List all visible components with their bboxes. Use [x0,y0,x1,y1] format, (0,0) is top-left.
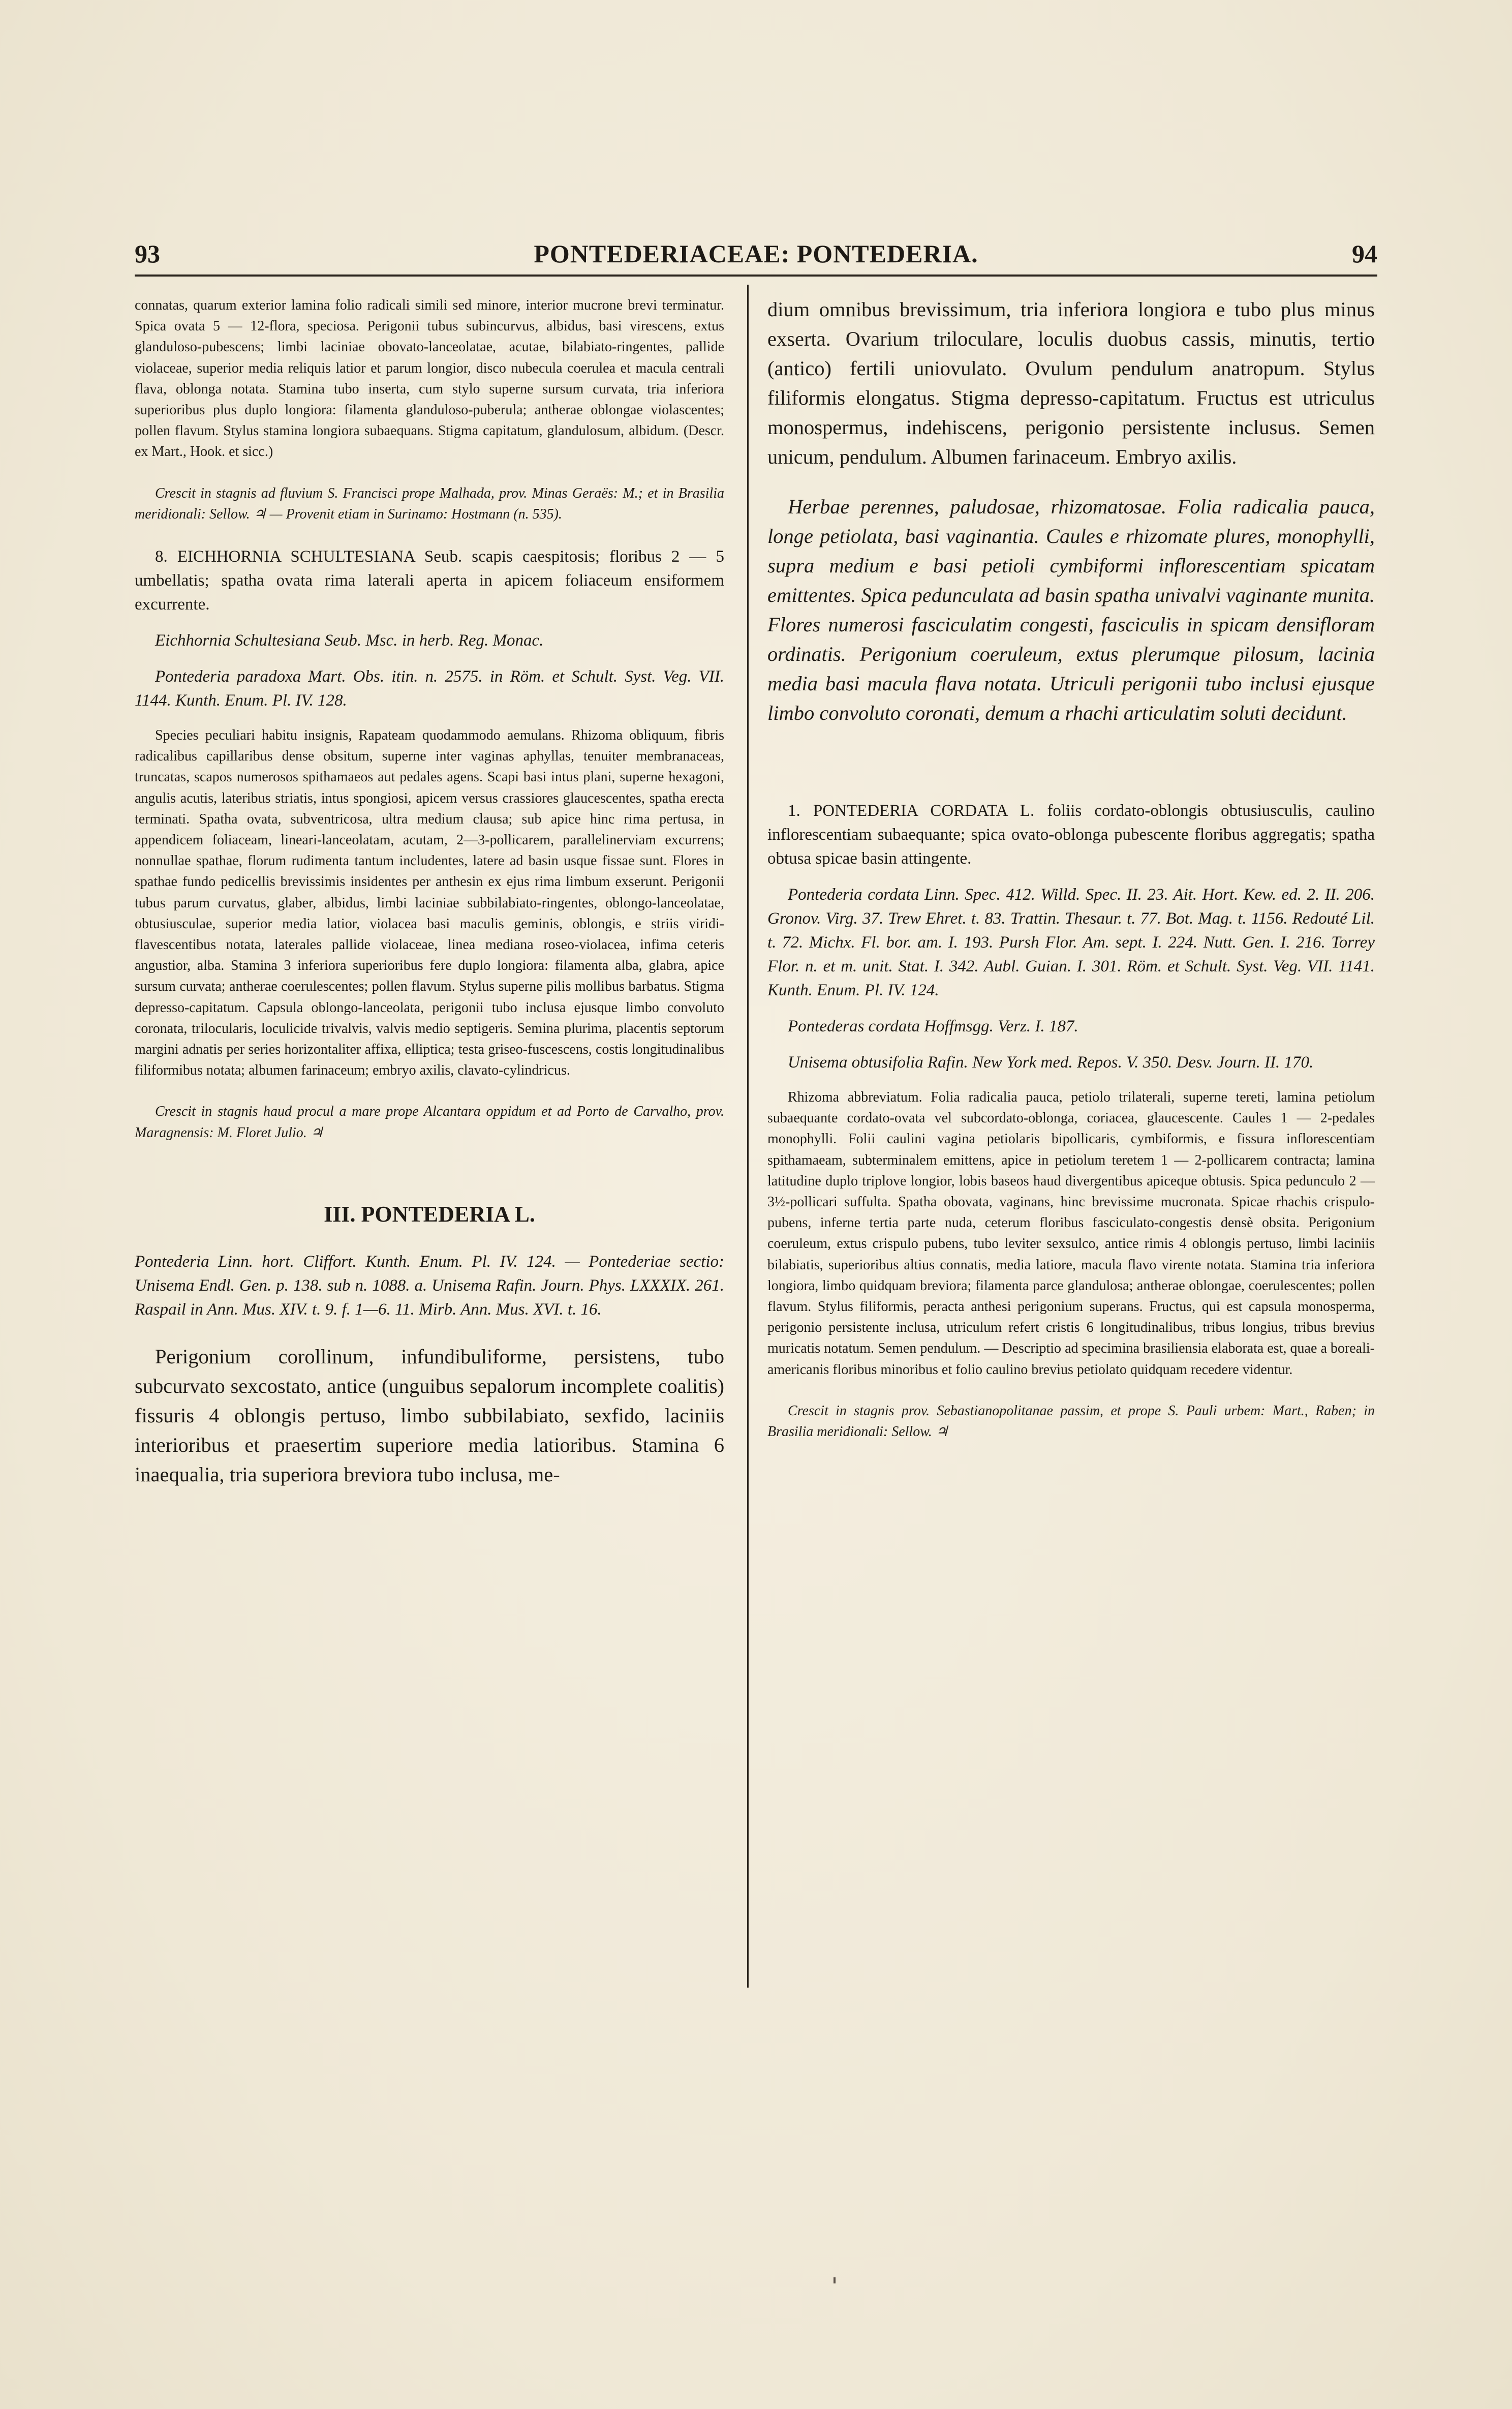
synonym: Pontederia paradoxa Mart. Obs. itin. n. 2575. in Röm. et Schult. Syst. Veg. VII. 1144. Kunth. Enum. Pl. IV. 128. [135,667,724,710]
synonym: Pontederas cordata Hoffmsgg. Verz. I. 187. [788,1017,1078,1035]
column-divider [747,285,749,1988]
species-entry [135,545,724,617]
left-column [135,295,724,1489]
synonym: Pontederia cordata Linn. Spec. 412. Willd. Spec. II. 23. Ait. Hort. Kew. ed. 2. II. 206. Gronov. Virg. 37. Trew Ehret. t. 83. Trattin. Thesaur. t. 77. Bot. Mag. t. 1156. Redouté Lil. t. 72. Michx. Fl. bor. am. I. 193. Pursh Flor. Am. sept. I. 224. Nutt. Gen. I. 216. Torrey Flor. n. et m. unit. Stat. I. 342. Aubl. Guian. I. 301. Röm. et Schult. Syst. Veg. VII. 1141. Kunth. Enum. Pl. IV. 124. [767,886,1375,999]
genus-synonymy: Pontederia Linn. hort. Cliffort. Kunth. Enum. Pl. IV. 124. — Pontederiae sectio: Unisema Endl. Gen. p. 138. sub n. 1088. a. Unisema Rafin. Journ. Phys. LXXXIX. 261. Raspail in Ann. Mus. XIV. t. 9. f. 1—6. 11. Mirb. Ann. Mus. XVI. t. 16. [135,1252,724,1319]
species-name: 1. PONTEDERIA CORDATA L. [788,802,1035,820]
species-description: Rhizoma abbreviatum. Folia radicalia pauca, petiolo trilaterali, superne tereti, lamina petiolum subaequante cordato-ovata vel subcordato-oblonga, coriacea, glaucescente. Caules 1 — 2-pedales monophylli. Folii caulini vagina petiolaris bipollicaris, cymbiformis, e fissura inflorescentiam spithamaeam, subterminalem emittens, apice in petiolum teretem 1 — 2-pollicarem contracta; lamina latitudine duplo triplove longior, lobis baseos haud divergentibus apiceque obtusis. Spica pedunculo 2 — 3½-pollicari suffulta. Spatha obovata, vaginans, hinc brevissime mucronata. Spicae rhachis crispulo-pubens, inferne tertia parte nuda, ceterum floribus fasciculato-congestis densè obsita. Perigonium coeruleum, extus crispulo pubens, tubo leviter sexsulco, antice rimis 4 oblongis pertuso, limbi laciniis bilabiatis, superioribus altius connatis, media latiore, macula flavo virente notata. Stamina tria inferiora longiora, limbo quidquam breviora; filamenta parce glandulosa; antherae oblongae, coerulescentes; pollen flavum. Stylus filiformis, peracta anthesi perigonium superans. Fructus, qui est capsula monosperma, perigonio persistente inclusa, utriculum refert cristis 6 longitudinalibus, tribus longius, tribus brevius muricatis notatum. Semen pendulum. — Descriptio ad specimina brasiliensia elaborata est, quae a boreali-americanis floribus minoribus et folio caulino brevius petiolato quidquam recedere videntur. [767,1089,1375,1378]
genus-heading: III. PONTEDERIA L. [324,1201,535,1227]
habitat-paragraph: Crescit in stagnis prov. Sebastianopolitanae passim, et prope S. Pauli urbem: Mart., Raben; in Brasilia meridionali: Sellow. ♃ [767,1402,1375,1440]
paper-speck [834,2277,836,2283]
species-diagnosis: scapis caespitosis; floribus 2 — 5 umbellatis; spatha ovata rima laterali aperta in apicem foliaceum ensiformem excurrente. [135,547,724,614]
right-column [767,295,1375,1442]
species-entry [767,799,1375,871]
genus-description: Perigonium corollinum, infundibuliforme, persistens, tubo subcurvato sexcostato, antice (unguibus sepalorum incomplete coalitis) fissuris 4 oblongis pertuso, limbo subbilabiato, sexfido, laciniis interioribus et praesertim superiore media latioribus. Stamina 6 inaequalia, tria superiora breviora tubo inclusa, me- [135,1345,724,1486]
page-header [135,239,1377,280]
species-name: 8. EICHHORNIA SCHULTESIANA Seub. [155,547,462,566]
species-diagnosis: foliis cordato-oblongis obtusiusculis, caulino inflorescentiam subaequante; spica ovato-oblonga pubescente floribus aggregatis; spatha obtusa spicae basin attingente. [767,802,1375,868]
genus-description-continued: dium omnibus brevissimum, tria inferiora longiora e tubo plus minus exserta. Ovarium triloculare, loculis duobus cassis, minutis, tertio (antico) fertili uniovulato. Ovulum pendulum anatropum. Stylus filiformis elongatus. Stigma depresso-capitatum. Fructus est utriculus monospermus, indehiscens, perigonio persistente inclusus. Semen unicum, pendulum. Albumen farinaceum. Embryo axilis. [767,298,1375,468]
description-continued: connatas, quarum exterior lamina folio radicali simili sed minore, interior mucrone brevi terminatur. Spica ovata 5 — 12-flora, speciosa. Perigonii tubus subincurvus, albidus, basi virescens, extus glanduloso-pubescens; limbi laciniae obovato-lanceolatae, acutae, bilabiato-ringentes, pallide violaceae, superior media reliquis latior et parum longior, disco nubecula coerulea et macula centrali flava, oblonga notata. Stamina tubo inserta, cum stylo superne sursum curvata, tria inferiora superioribus plus duplo longiora: filamenta glanduloso-puberula; antherae oblongae violascentes; pollen flavum. Stylus stamina longiora subaequans. Stigma capitatum, glandulosum, albidum. (Descr. ex Mart., Hook. et sicc.) [135,297,724,460]
page-number-right: 94 [1352,239,1377,268]
species-description: Species peculiari habitu insignis, Rapateam quodammodo aemulans. Rhizoma obliquum, fibris radicalibus capillaribus dense obsitum, superne inter vaginas aphyllas, tenuiter membranaceas, truncatas, scapos numerosos spithamaeos aut pedales agens. Scapi basi intus plani, superne hexagoni, angulis acutis, lateribus striatis, intus spongiosi, apicem versus crassiores glaucescentes, spatha erecta terminati. Spatha ovata, subventricosa, ultra medium clausa; sub apice hinc rima pertusa, in appendicem foliaceam, lineari-lanceolatam, acutam, 2—3-pollicarem, parallelinerviam excurrens; nonnullae spathae, florum rudimenta tantum includentes, latere ad basin usque fissae sunt. Flores in spathae fundo pedicellis brevissimis insidentes per anthesin ex ejus rima limbum exserunt. Perigonii tubus parum curvatus, glaber, albidus, limbi laciniae subbilabiato-ringentes, oblongo-lanceolatae, obtusiusculae, superior media latior, violacea basi maculis geminis, oblongis, e striis viridi-flavescentibus notata, laterales pallide violaceae, linea mediana roseo-violacea, infima ceteris angustior, alba. Stamina 3 inferiora superioribus fere duplo longiora: filamenta alba, glabra, apice sursum curvata; antherae coerulescentes; pollen flavum. Stylus superne pilis mollibus barbatus. Stigma depresso-capitatum. Capsula oblongo-lanceolata, perigonii tubo inclusa ejusque limbo convoluto coronata, trilocularis, loculicide trivalvis, valvis medio septigeris. Semina plurima, placentis septorum margini adnatis per series horizontaliter affixa, elliptica; testa griseo-fuscescens, costis longitudinalibus filiformibus notata; albumen farinaceum; embryo axilis, clavato-cylindricus. [135,727,724,1079]
synonym: Eichhornia Schultesiana Seub. Msc. in herb. Reg. Monac. [155,631,544,650]
running-title: PONTEDERIACEAE: PONTEDERIA. [534,239,978,268]
page-number-left: 93 [135,239,160,268]
habitat-paragraph: Crescit in stagnis ad fluvium S. Francisci prope Malhada, prov. Minas Geraës: M.; et in Brasilia meridionali: Sellow. ♃ — Provenit etiam in Surinamo: Hostmann (n. 535). [135,485,724,522]
habitat-paragraph: Crescit in stagnis haud procul a mare prope Alcantara oppidum et ad Porto de Carvalho, prov. Maragnensis: M. Floret Julio. ♃ [135,1104,724,1141]
genus-habit: Herbae perennes, paludosae, rhizomatosae. Folia radicalia pauca, longe petiolata, basi vaginantia. Caules e rhizomate plures, monophylli, supra medium e basi petioli cymbiformi inflorescentiam spicatam emittentes. Spica pedunculata ad basin spatha univalvi vaginante munita. Flores numerosi fasciculatim congesti, fasciculis in spicam densifloram ordinatis. Perigonium coeruleum, extus plerumque pilosum, lacinia media basi macula flava notata. Utriculi perigonii tubo inclusi ejusque limbo convoluto coronati, demum a rhachi articulatim soluti decidunt. [767,495,1375,724]
header-rule [135,275,1377,277]
synonym: Unisema obtusifolia Rafin. New York med. Repos. V. 350. Desv. Journ. II. 170. [788,1053,1314,1072]
